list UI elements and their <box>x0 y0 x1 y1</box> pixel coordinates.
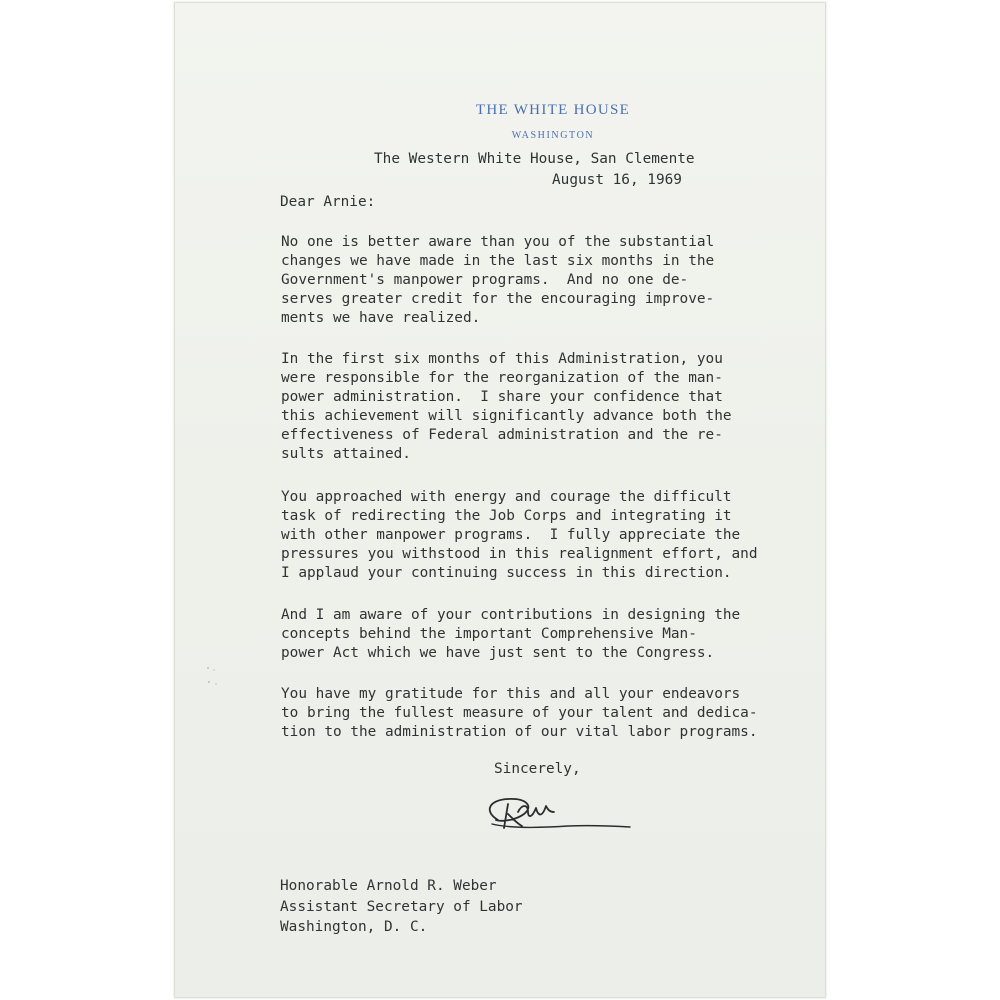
paragraph-3: You approached with energy and courage the difficult task of redirecting the Job Corps and integrating it with other manpower programs. I fully appreciate the pressures you withstood in this realignment effort, and I applaud your continuing success in this direction. <box>281 489 758 582</box>
letter-date: August 16, 1969 <box>552 172 682 188</box>
addressee-name: Honorable Arnold R. Weber <box>280 878 497 894</box>
addressee-block <box>280 876 523 938</box>
salutation: Dear Arnie: <box>280 194 376 210</box>
paragraph-1: No one is better aware than you of the substantial changes we have made in the last six months in the Government's manpower programs. And no one de- serves greater credit for the encouraging improve- ments we have realized. <box>281 234 715 327</box>
addressee-city: Washington, D. C. <box>280 919 428 935</box>
paragraph-5: You have my gratitude for this and all your endeavors to bring the fullest measure of your talent and dedica- tion to the administration of our vital labor programs. <box>281 686 758 741</box>
closing: Sincerely, <box>494 761 581 777</box>
signature <box>478 790 633 840</box>
addressee-title: Assistant Secretary of Labor <box>280 898 523 915</box>
paragraph-4: And I am aware of your contributions in designing the concepts behind the important Comprehensive Man- power Act which we have just sent to the Congress. <box>281 607 741 662</box>
letter-place: The Western White House, San Clemente <box>374 151 695 167</box>
paper-blemish <box>204 664 222 694</box>
paragraph-2: In the first six months of this Administration, you were responsible for the reorganization of the man- power administration. I share your confidence that this achievement will significantly advance both the effectiveness of Federal administration and the re- sults attained. <box>281 351 732 463</box>
letterhead-title: THE WHITE HOUSE <box>475 102 631 118</box>
letterhead-subtitle: WASHINGTON <box>511 130 595 141</box>
